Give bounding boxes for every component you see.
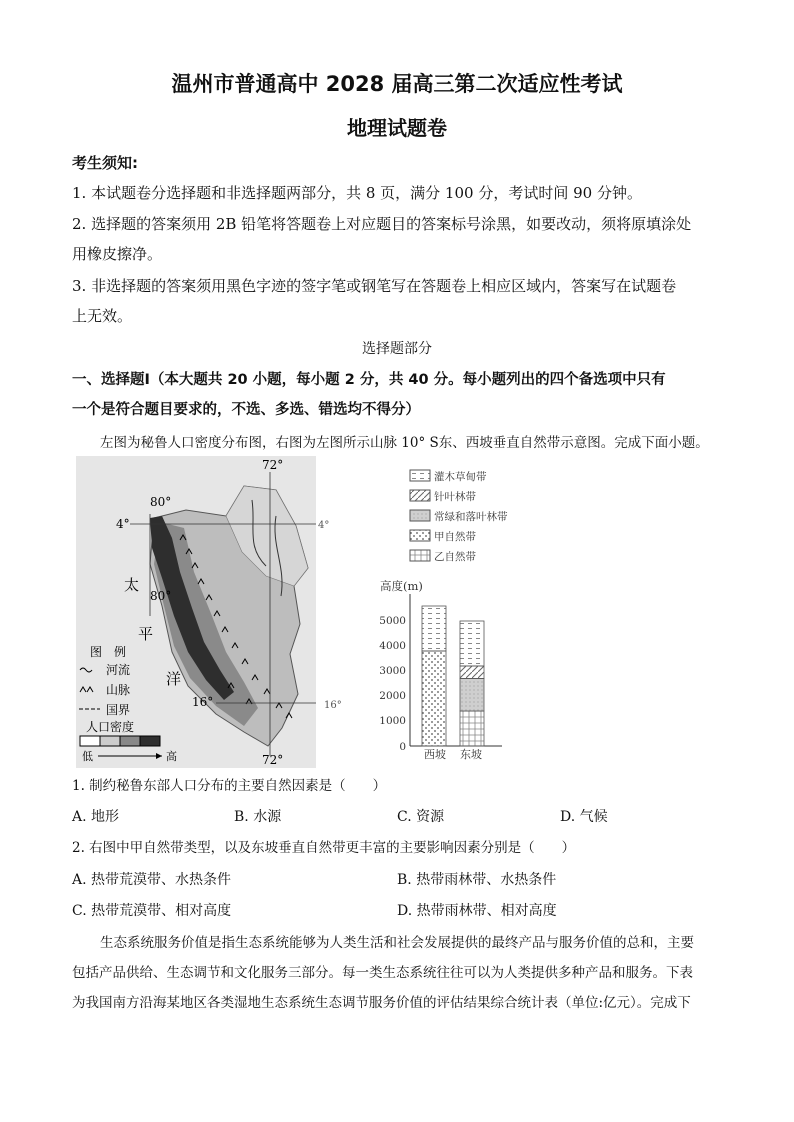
ytick-3000: 3000: [379, 665, 406, 677]
ytick-2000: 2000: [379, 690, 406, 702]
zone-bar-east-3: [460, 621, 484, 666]
label-lat-16-left: 16°: [192, 695, 214, 709]
map-legend-river: 河流: [106, 663, 131, 677]
zone-legend: [410, 470, 508, 563]
zone-swatch-mixed: [410, 510, 430, 521]
label-lat-4-right: 4°: [318, 520, 330, 531]
ytick-5000: 5000: [379, 615, 406, 627]
notice-heading: 考生须知:: [72, 154, 138, 172]
map-legend-border: 国界: [106, 703, 131, 717]
zone-bar-west-0: [422, 651, 446, 746]
q2-option-b[interactable]: B. 热带雨林带、水热条件: [397, 872, 557, 888]
label-lat-4-left: 4°: [116, 517, 130, 531]
zone-swatch-jia: [410, 530, 430, 541]
legend-low: 低: [82, 750, 93, 763]
notice-item-1: 1. 本试题卷分选择题和非选择题两部分，共 8 页，满分 100 分，考试时间 90 分钟。: [72, 184, 642, 202]
q1-option-b[interactable]: B. 水源: [234, 809, 282, 825]
q1-option-d[interactable]: D. 气候: [560, 809, 608, 825]
map-legend-title: 图 例: [90, 645, 127, 659]
q1-option-c[interactable]: C. 资源: [397, 809, 445, 825]
zone-swatch-yi: [410, 550, 430, 561]
ocean-label-1: 太: [124, 576, 140, 594]
legend-density-2: [100, 736, 120, 746]
notice-item-3: 3. 非选择题的答案须用黑色字迹的签字笔或钢笔写在答题卷上相应区域内，答案写在试题卷: [72, 277, 677, 295]
q2-option-d[interactable]: D. 热带雨林带、相对高度: [397, 903, 557, 919]
passage-line-2: 包括产品供给、生态调节和文化服务三部分。每一类生态系统往往可以为人类提供多种产品和服务。下表: [72, 965, 693, 981]
zone-bar-east-2: [460, 666, 484, 679]
label-lon-80-top: 80°: [150, 495, 172, 509]
section-title: 选择题部分: [362, 341, 432, 357]
zone-swatch-conifer: [410, 490, 430, 501]
zone-ylabel: 高度(m): [380, 579, 423, 593]
label-lon-80-mid: 80°: [150, 589, 172, 603]
legend-high: 高: [166, 750, 177, 763]
label-lon-top: 72°: [262, 458, 284, 472]
zone-legend-mixed: 常绿和落叶林带: [434, 511, 508, 523]
legend-density-3: [120, 736, 140, 746]
part-heading-line2: 一个是符合题目要求的，不选、多选、错选均不得分）: [72, 402, 420, 418]
label-lon-bottom: 72°: [262, 753, 284, 767]
figure-maps: [76, 456, 716, 771]
legend-density-1: [80, 736, 100, 746]
zone-legend-shrub: 灌木草甸带: [434, 471, 487, 483]
ocean-label-2: 平: [138, 625, 154, 643]
exam-subtitle: 地理试题卷: [347, 116, 447, 140]
zone-swatch-shrub: [410, 470, 430, 481]
notice-item-3-cont: 上无效。: [72, 307, 133, 325]
part-heading-line1: 一、选择题Ⅰ（本大题共 20 小题，每小题 2 分，共 40 分。每小题列出的四个备选项中只有: [72, 372, 666, 388]
legend-density-4: [140, 736, 160, 746]
q1-option-a[interactable]: A. 地形: [72, 809, 120, 825]
map-legend-mountain: 山脉: [106, 683, 131, 697]
zone-legend-jia: 甲自然带: [434, 531, 476, 543]
question-2-stem: 2. 右图中甲自然带类型，以及东坡垂直自然带更丰富的主要影响因素分别是（ ）: [72, 840, 576, 856]
zone-bar-east-0: [460, 711, 484, 746]
zone-bar-east-1: [460, 679, 484, 712]
exam-title: 温州市普通高中 2028 届高三第二次适应性考试: [171, 72, 623, 96]
q2-option-c[interactable]: C. 热带荒漠带、相对高度: [72, 903, 232, 919]
ytick-4000: 4000: [379, 640, 406, 652]
passage-line-1: 生态系统服务价值是指生态系统能够为人类生活和社会发展提供的最终产品与服务价值的总和，主要: [100, 935, 694, 951]
zone-legend-conifer: 针叶林带: [434, 491, 476, 503]
column-label-east: 东坡: [460, 748, 482, 761]
question-intro: 左图为秘鲁人口密度分布图，右图为左图所示山脉 10° S东、西坡垂直自然带示意图。完成下面小题。: [100, 435, 709, 451]
zone-legend-yi: 乙自然带: [434, 551, 476, 563]
notice-item-2: 2. 选择题的答案须用 2B 铅笔将答题卷上对应题目的答案标号涂黑，如要改动，须将原填涂处: [72, 215, 692, 233]
column-label-west: 西坡: [424, 748, 446, 761]
passage-line-3: 为我国南方沿海某地区各类湿地生态系统生态调节服务价值的评估结果综合统计表（单位:亿元）。完成下: [72, 995, 691, 1011]
ocean-label-3: 洋: [166, 670, 182, 688]
zone-bar-west-1: [422, 606, 446, 651]
q2-option-a[interactable]: A. 热带荒漠带、水热条件: [72, 872, 232, 888]
question-1-stem: 1. 制约秘鲁东部人口分布的主要自然因素是（ ）: [72, 778, 387, 794]
notice-item-2-cont: 用橡皮擦净。: [72, 245, 163, 263]
zone-bars: [422, 606, 484, 746]
ytick-1000: 1000: [379, 715, 406, 727]
ytick-0: 0: [399, 741, 406, 753]
map-legend-density: 人口密度: [86, 720, 135, 734]
zone-yticks: [379, 615, 406, 753]
label-lat-16-right: 16°: [324, 700, 342, 711]
